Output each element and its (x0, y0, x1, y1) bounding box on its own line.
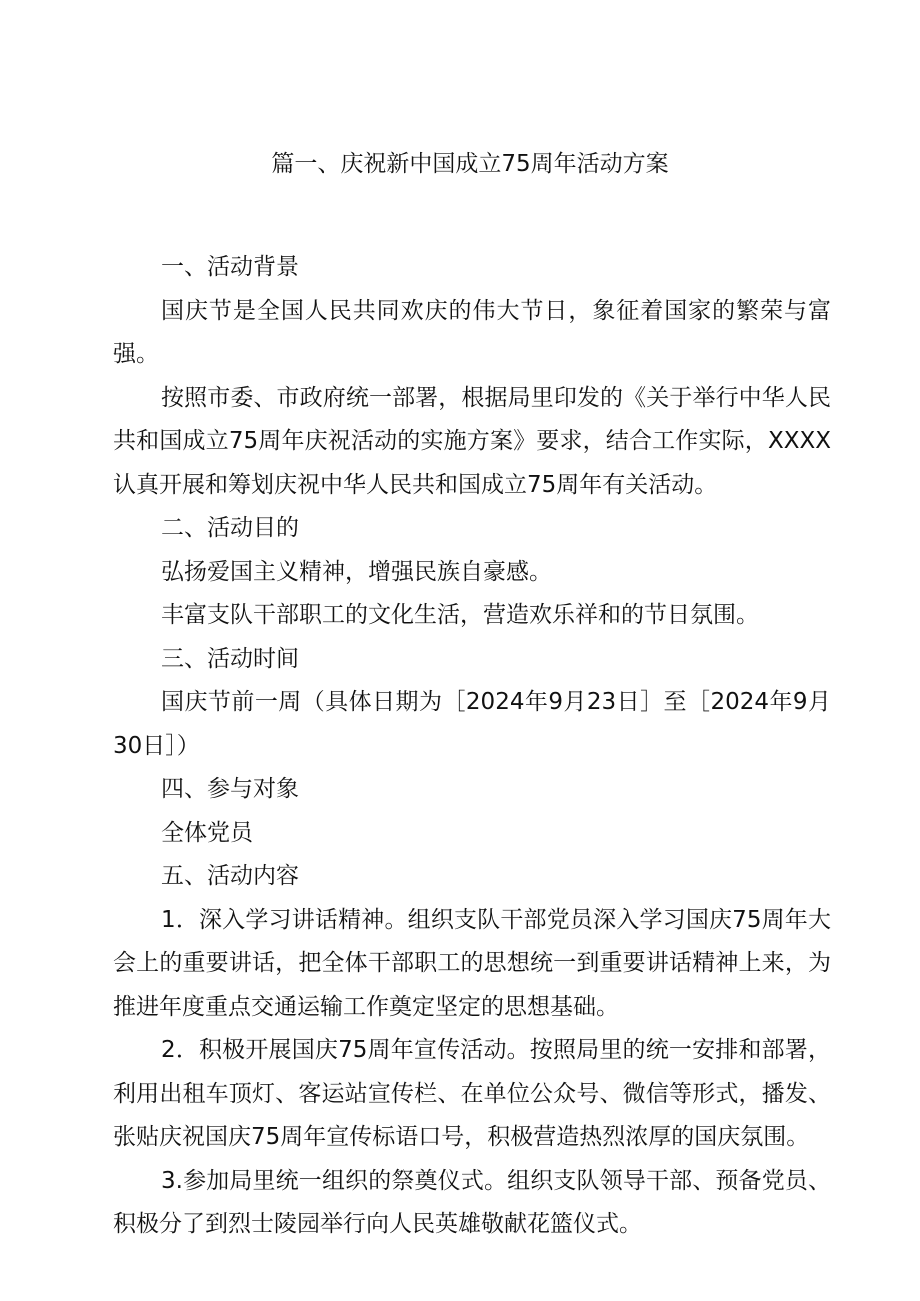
list-item: 1．深入学习讲话精神。组织支队干部党员深入学习国庆75周年大会上的重要讲话，把全体干部职工的思想统一到重要讲话精神上来，为推进年度重点交通运输工作奠定坚定的思想基础。 (113, 906, 831, 1020)
list-item: 3.参加局里统一组织的祭奠仪式。组织支队领导干部、预备党员、积极分了到烈士陵园举行向人民英雄敬献花篮仪式。 (113, 1167, 831, 1237)
section-heading-background: 一、活动背景 (161, 254, 299, 280)
paragraph: 弘扬爱国主义精神，增强民族自豪感。 (161, 558, 552, 585)
section-heading-time: 三、活动时间 (161, 645, 299, 672)
paragraph: 全体党员 (161, 819, 253, 846)
document-body (113, 246, 831, 1247)
paragraph: 按照市委、市政府统一部署，根据局里印发的《关于举行中华人民共和国成立75周年庆祝活动的实施方案》要求，结合工作实际，XXXX认真开展和筹划庆祝中华人民共和国成立75周年有关活动。 (113, 384, 831, 498)
list-item: 2．积极开展国庆75周年宣传活动。按照局里的统一安排和部署，利用出租车顶灯、客运站宣传栏、在单位公众号、微信等形式，播发、张贴庆祝国庆75周年宣传标语口号，积极营造热烈浓厚的国庆氛围。 (113, 1037, 831, 1150)
paragraph: 丰富支队干部职工的文化生活，营造欢乐祥和的节日氛围。 (161, 602, 759, 628)
section-heading-participants: 四、参与对象 (161, 776, 299, 802)
section-heading-content: 五、活动内容 (161, 863, 299, 889)
paragraph: 国庆节是全国人民共同欢庆的伟大节日，象征着国家的繁荣与富强。 (113, 297, 831, 367)
document-title: 篇一、庆祝新中国成立75周年活动方案 (271, 151, 669, 177)
paragraph: 国庆节前一周（具体日期为［2024年9月23日］至［2024年9月30日］） (113, 689, 831, 759)
section-heading-purpose: 二、活动目的 (161, 515, 299, 541)
